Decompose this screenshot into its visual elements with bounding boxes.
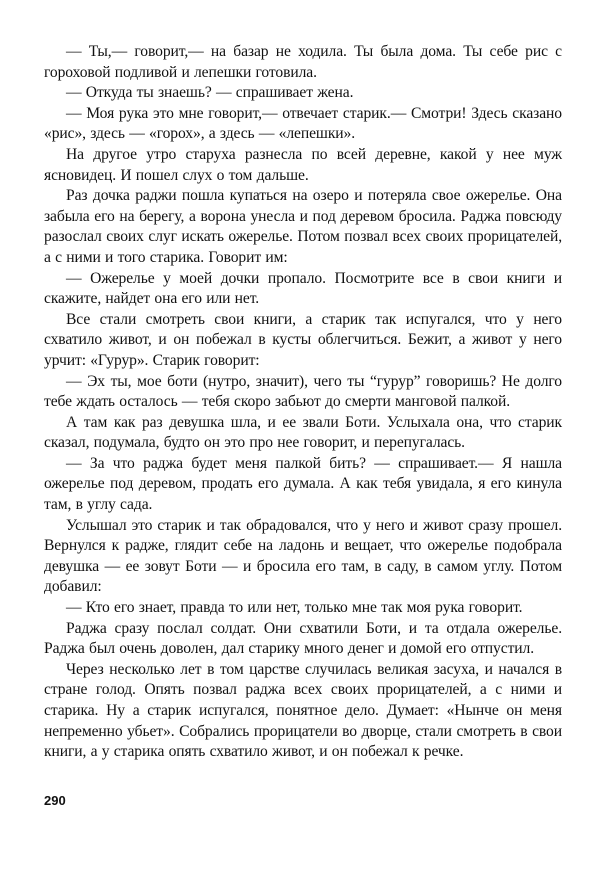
paragraph: — За что раджа будет меня палкой бить? — спрашивает.— Я нашла ожерелье под деревом, продать его думала. А как тебя увидала, я его кинула там, в углу сада. — [44, 454, 562, 514]
paragraph: А там как раз девушка шла, и ее звали Боти. Услыхала она, что старик сказал, подумала, будто он это про нее говорит, и перепугалась. — [44, 413, 562, 452]
paragraph: — Ожерелье у моей дочки пропало. Посмотрите все в свои книги и скажите, найдет она его или нет. — [44, 269, 562, 308]
paragraph: Услышал это старик и так обрадовался, что у него и живот сразу прошел. Вернулся к радже, глядит себе на ладонь и вещает, что ожерелье подобрала девушка — ее зовут Боти — и бросила его там, в саду, в самом углу. Потом добавил: — [44, 516, 562, 596]
paragraph: — Кто его знает, правда то или нет, только мне так моя рука говорит. — [66, 599, 523, 617]
paragraph: Через несколько лет в том царстве случилась великая засуха, и начался в стране голод. Опять позвал раджа всех своих прорицателей, а с ними и старика. Ну а старик испугался, понятное дело. Думает: «Нынче он меня непременно убьет». Собрались прорицатели во дворце, стали смотреть в свои книги, а у старика опять схватило живот, и он побежал к речке. — [44, 660, 562, 761]
paragraph: Все стали смотреть свои книги, а старик так испугался, что у него схватило живот, и он побежал в кусты облегчиться. Бежит, а живот у него урчит: «Гурур». Старик говорит: — [44, 310, 562, 369]
page-text — [44, 42, 562, 763]
paragraph: — Моя рука это мне говорит,— отвечает старик.— Смотри! Здесь сказано «рис», здесь — «горох», а здесь — «лепешки». — [44, 104, 562, 143]
paragraph: Раз дочка раджи пошла купаться на озеро и потеряла свое ожерелье. Она забыла его на берегу, а ворона унесла и под деревом бросила. Раджа повсюду разослал своих слуг искать ожерелье. Потом позвал всех своих прорицателей, а с ними и того старика. Говорит им: — [44, 187, 562, 266]
paragraph: — Откуда ты знаешь? — спрашивает жена. — [66, 84, 354, 102]
paragraph: На другое утро старуха разнесла по всей деревне, какой у нее муж ясновидец. И пошел слух о том дальше. — [44, 145, 562, 184]
paragraph: — Ты,— говорит,— на базар не ходила. Ты была дома. Ты себе рис с гороховой подливой и лепешки готовила. — [44, 43, 562, 81]
paragraph: — Эх ты, мое боти (нутро, значит), чего ты “гурур” говоришь? Не долго тебе ждать осталось — тебя скоро забьют до смерти манговой палкой. — [44, 372, 562, 411]
page-number: 290 — [44, 793, 66, 808]
paragraph: Раджа сразу послал солдат. Они схватили Боти, и та отдала ожерелье. Раджа был очень доволен, дал старику много денег и домой его отпустил. — [44, 619, 562, 658]
